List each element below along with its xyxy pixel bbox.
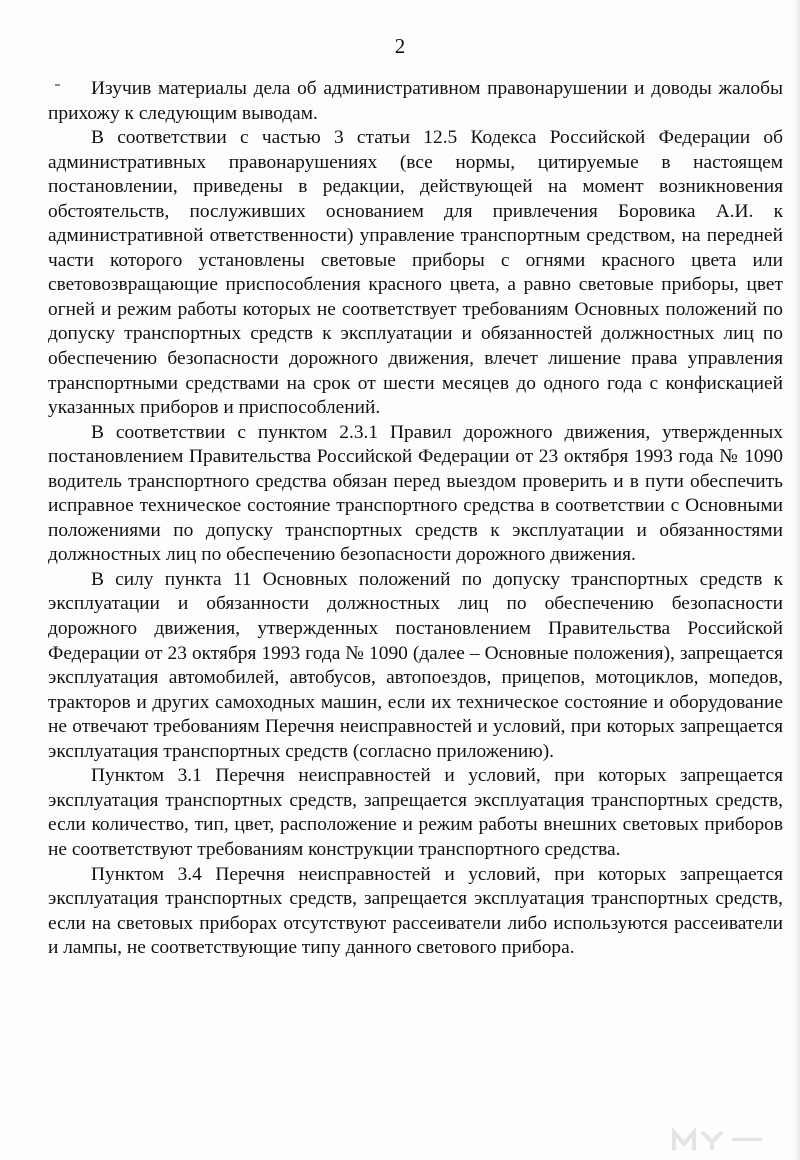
- page-number: 2: [394, 34, 406, 58]
- paragraph-pdd-2-3-1: В соответствии с пунктом 2.3.1 Правил дорожного движения, утвержденных постановлением Правительства Российской Федерации от 23 октября 1993 года № 1090 водитель транспортного средства обязан перед выездом проверить и в пути обеспечить исправное техническое состояние транспортного средства в соответствии с Основными положениями по допуску транспортных средств к эксплуатации и обязанностями должностных лиц по обеспечению безопасности дорожного движения.: [48, 421, 783, 566]
- paragraph-basic-provisions-11: В силу пункта 11 Основных положений по допуску транспортных средств к эксплуатации и обязанности должностных лиц по обеспечению безопасности дорожного движения, утвержденных постановлением Правительства Российской Федерации от 23 октября 1993 года № 1090 (далее – Основные положения), запрещается эксплуатация автомобилей, автобусов, автопоездов, прицепов, мотоциклов, мопедов, тракторов и других самоходных машин, если их техническое состояние и оборудование не отвечают требованиям Перечня неисправностей и условий, при которых запрещается эксплуатация транспортных средств (согласно приложению).: [48, 568, 783, 762]
- paragraph-conclusion-intro: Изучив материалы дела об административном правонарушении и доводы жалобы прихожу к следующим выводам.: [48, 78, 783, 124]
- document-body: [48, 77, 783, 961]
- paragraph-list-3-4: Пунктом 3.4 Перечня неисправностей и условий, при которых запрещается эксплуатация транспортных средств, запрещается эксплуатация транспортных средств, если на световых приборах отсутствуют рассеиватели либо используются рассеиватели и лампы, не соответствующие типу данного светового прибора.: [48, 863, 783, 959]
- scan-edge-shadow: [794, 0, 800, 1160]
- paragraph-koap-12-5: В соответствии с частью 3 статьи 12.5 Кодекса Российской Федерации об административных правонарушениях (все нормы, цитируемые в настоящем постановлении, приведены в редакции, действующей на момент возникновения обстоятельств, послуживших основанием для привлечения Боровика А.И. к административной ответственности) управление транспортным средством, на передней части которого установлены световые приборы с огнями красного цвета или световозвращающие приспособления красного цвета, а равно световые приборы, цвет огней и режим работы которых не соответствует требованиям Основных положений по допуску транспортных средств к эксплуатации и обязанностей должностных лиц по обеспечению безопасности дорожного движения, влечет лишение права управления транспортными средствами на срок от шести месяцев до одного года с конфискацией указанных приборов и приспособлений.: [48, 127, 783, 419]
- watermark-logo-icon: [670, 1126, 766, 1154]
- paragraph-list-3-1: Пунктом 3.1 Перечня неисправностей и условий, при которых запрещается эксплуатация транспортных средств, запрещается эксплуатация транспортных средств, если количество, тип, цвет, расположение и режим работы внешних световых приборов не соответствуют требованиям конструкции транспортного средства.: [48, 765, 783, 860]
